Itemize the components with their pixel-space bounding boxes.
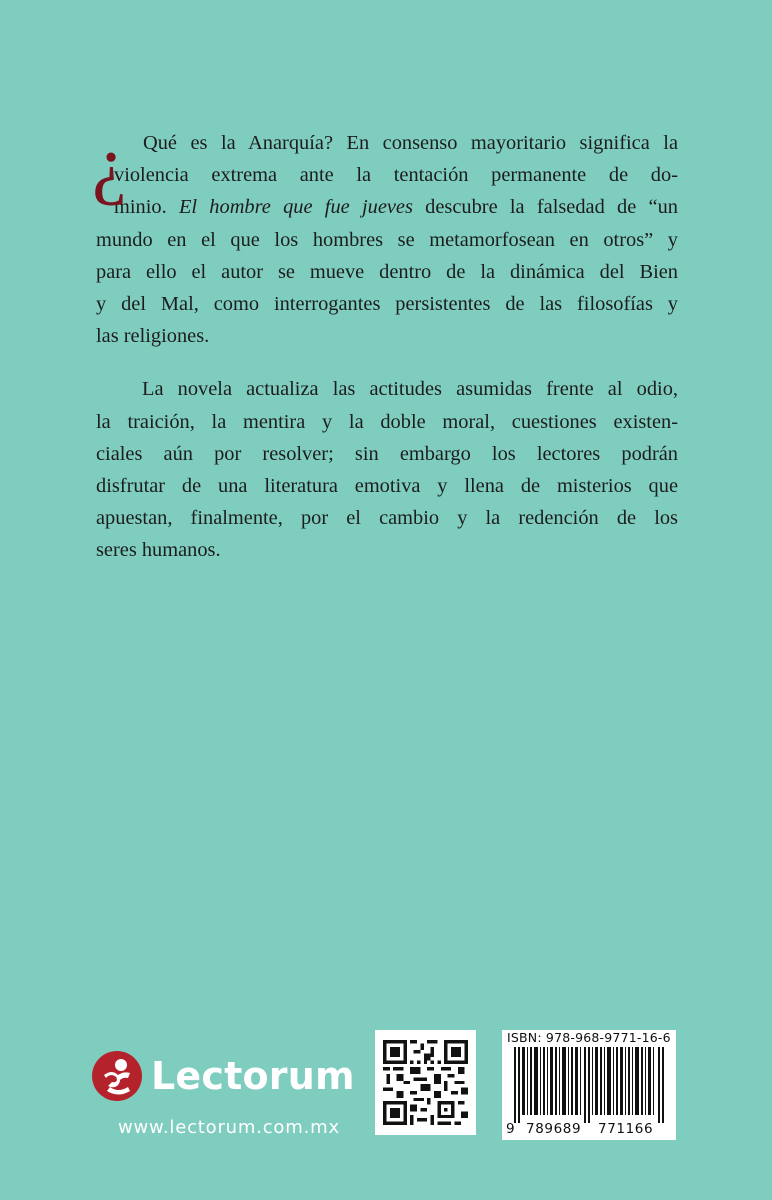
paragraph-line: disfrutar de una literatura emotiva y llena de misterios que [96,475,678,498]
paragraph-line: para ello el autor se mueve dentro de la dinámica del Bien [96,260,678,283]
publisher-website: www.lectorum.com.mx [118,1117,340,1138]
barcode-digit-first: 9 [506,1121,515,1137]
paragraph-line [96,191,678,223]
publisher-logo [92,1051,355,1101]
barcode-digits-left: 789689 [526,1121,582,1137]
paragraph-line: seres humanos. [96,539,221,562]
qr-code-icon [375,1030,476,1135]
paragraph-line: apuestan, finalmente, por el cambio y la redención de los [96,507,678,530]
paragraph-line: Qué es la Anarquía? En consenso mayoritario significa la [143,132,678,154]
paragraph-line: La novela actualiza las actitudes asumidas frente al odio, [142,378,678,401]
paragraph-line: la traición, la mentira y la doble moral, cuestiones existen- [96,410,678,433]
synopsis-paragraph-1 [92,119,678,352]
barcode-digits-right: 771166 [598,1121,654,1137]
barcode-icon [514,1047,666,1123]
isbn-number: ISBN: 978-968-9771-16-6 [507,1030,671,1045]
paragraph-line: violencia extrema ante la tentación permanente de do- [114,164,678,187]
synopsis-paragraph-2 [96,373,678,566]
dropcap-question-mark: ¿ [92,119,127,206]
isbn-barcode [502,1030,676,1140]
paragraph-line: ciales aún por resolver; sin embargo los lectores podrán [96,442,678,465]
paragraph-line: las religiones. [96,325,210,348]
paragraph-line: mundo en el que los hombres se metamorfosean en otros” y [96,228,678,251]
publisher-name: Lectorum [151,1054,355,1098]
book-title: El hombre que fue jueves [178,196,413,219]
paragraph-line: y del Mal, como interrogantes persistentes de las filosofías y [96,293,678,316]
line-text: minio. [114,196,179,219]
line-text: descubre la falsedad de “un [412,196,678,219]
back-cover-synopsis [92,119,678,567]
lectorum-logo-icon [92,1051,142,1101]
